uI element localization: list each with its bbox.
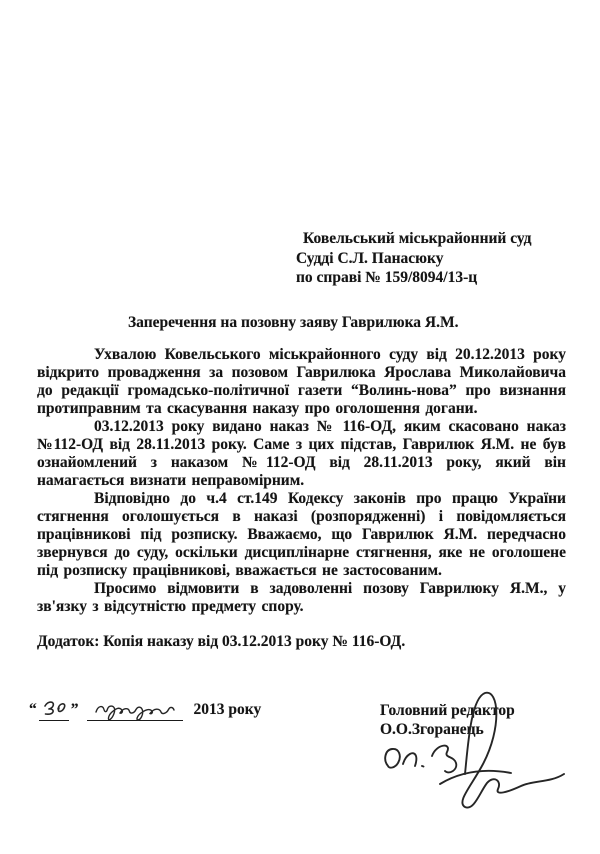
handwritten-day-ink <box>41 699 67 718</box>
date-line <box>29 697 261 721</box>
document-body <box>37 346 566 651</box>
signer-title: Головний редактор <box>380 702 515 719</box>
attachment-note: Додаток: Копія наказу від 03.12.2013 року № 116-ОД. <box>37 633 406 650</box>
signer-block <box>380 701 515 739</box>
handwritten-month <box>87 699 183 721</box>
signer-name: О.О.Згоранець <box>380 721 484 738</box>
paragraph-request: Просимо відмовити в задоволенні позову Гаврилюку Я.М., у зв'язку з відсутністю предмету спору. <box>37 580 566 615</box>
handwritten-month-ink <box>93 699 177 721</box>
court-name: Ковельський міськрайонний суд <box>303 230 532 247</box>
addressee-block <box>296 229 576 288</box>
year-label: 2013 року <box>193 701 262 718</box>
paragraph-ruling: Ухвалою Ковельського міськрайонного суду від 20.12.2013 року відкрито провадження за позовом Гаврилюка Ярослава Миколайовича до редакції громадсько-політичної газети “Волинь-нова” про визнання протиправним та скасування наказу про оголошення догани. <box>37 346 566 417</box>
paragraph-order-cancelled: 03.12.2013 року видано наказ № 116-ОД, яким скасовано наказ №112-ОД від 28.11.2013 року. Саме з цих підстав, Гаврилюк Я.М. не був ознайомлений з наказом №112-ОД від 28.11.2013 року, який він намагається визнати неправомірним. <box>37 418 566 489</box>
day-close-quote: ” <box>70 701 79 718</box>
paragraph-labor-code: Відповідно до ч.4 ст.149 Кодексу законів про працю України стягнення оголошується в наказі (розпорядженні) і повідомляється працівникові під розписку. Вважаємо, що Гаврилюк Я.М. передчасно звернувся до суду, оскільки дисциплінарне стягнення, яке не оголошене під розписку працівникові, вважається не застосованим. <box>37 490 566 579</box>
judge-name: Судді С.Л. Панасюку <box>296 249 444 267</box>
day-open-quote: “ <box>29 701 37 718</box>
handwritten-day <box>39 699 69 721</box>
case-number: по справі № 159/8094/13-ц <box>296 269 478 286</box>
document-title: Заперечення на позовну заяву Гаврилюка Я.М. <box>128 314 459 331</box>
